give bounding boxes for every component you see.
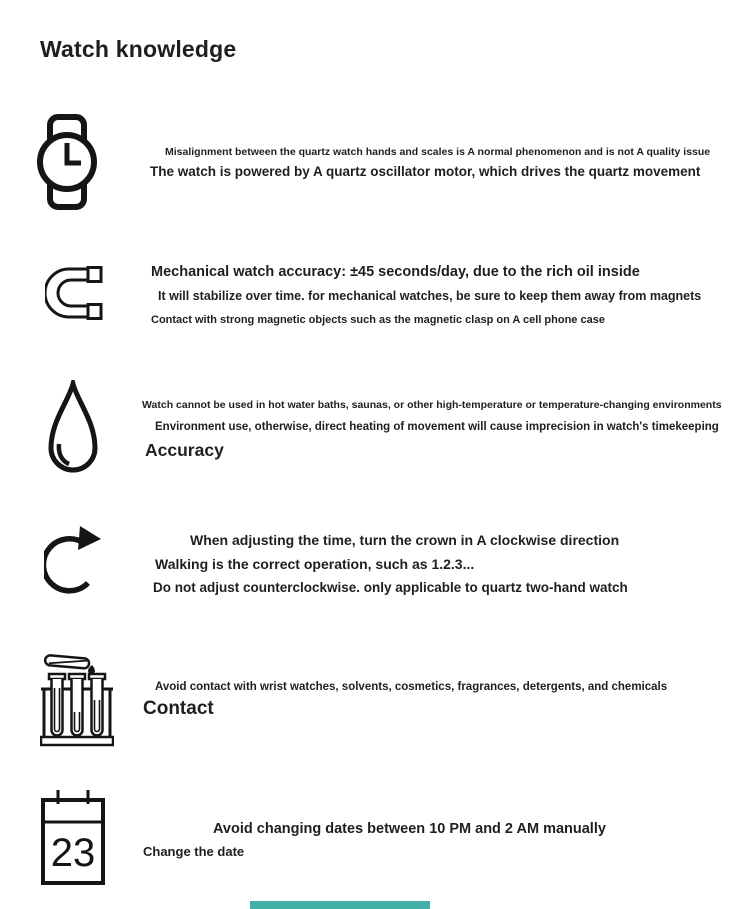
accuracy-heading: Accuracy [145,440,224,460]
quartz-note-small: Misalignment between the quartz watch hands and scales is A normal phenomenon and is not A quality issue [165,146,711,158]
chemical-note: Avoid contact with wrist watches, solvents, cosmetics, fragrances, detergents, and chemicals [155,681,668,693]
page-title: Watch knowledge [40,36,237,62]
watch-icon [37,114,97,210]
calendar-day-number: 23 [50,831,96,875]
bottom-accent-bar [250,901,430,909]
temperature-note-medium: Environment use, otherwise, direct heating of movement will cause imprecision in watch's timekeeping [155,421,719,433]
water-drop-icon [46,380,100,476]
quartz-note-main: The watch is powered by A quartz oscillator motor, which drives the quartz movement [150,164,701,179]
magnet-note-main: Mechanical watch accuracy: ±45 seconds/day, due to the rich oil inside [151,264,640,280]
temperature-note-small: Watch cannot be used in hot water baths, saunas, or other high-temperature or temperature-changing environments [142,399,722,411]
date-note: Avoid changing dates between 10 PM and 2 AM manually [213,821,606,837]
test-tubes-icon [40,648,114,748]
contact-heading: Contact [143,698,214,719]
crown-note-3: Do not adjust counterclockwise. only applicable to quartz two-hand watch [153,580,628,595]
change-date-label: Change the date [143,844,245,859]
crown-note-1: When adjusting the time, turn the crown in A clockwise direction [190,532,620,548]
calendar-icon [41,789,105,885]
magnet-note-small: Contact with strong magnetic objects such as the magnetic clasp on A cell phone case [151,314,605,326]
magnet-icon [45,266,103,320]
crown-note-2: Walking is the correct operation, such as 1.2.3... [155,556,475,572]
magnet-note-medium: It will stabilize over time. for mechanical watches, be sure to keep them away from magnets [158,289,702,303]
clockwise-arrow-icon [44,525,106,601]
